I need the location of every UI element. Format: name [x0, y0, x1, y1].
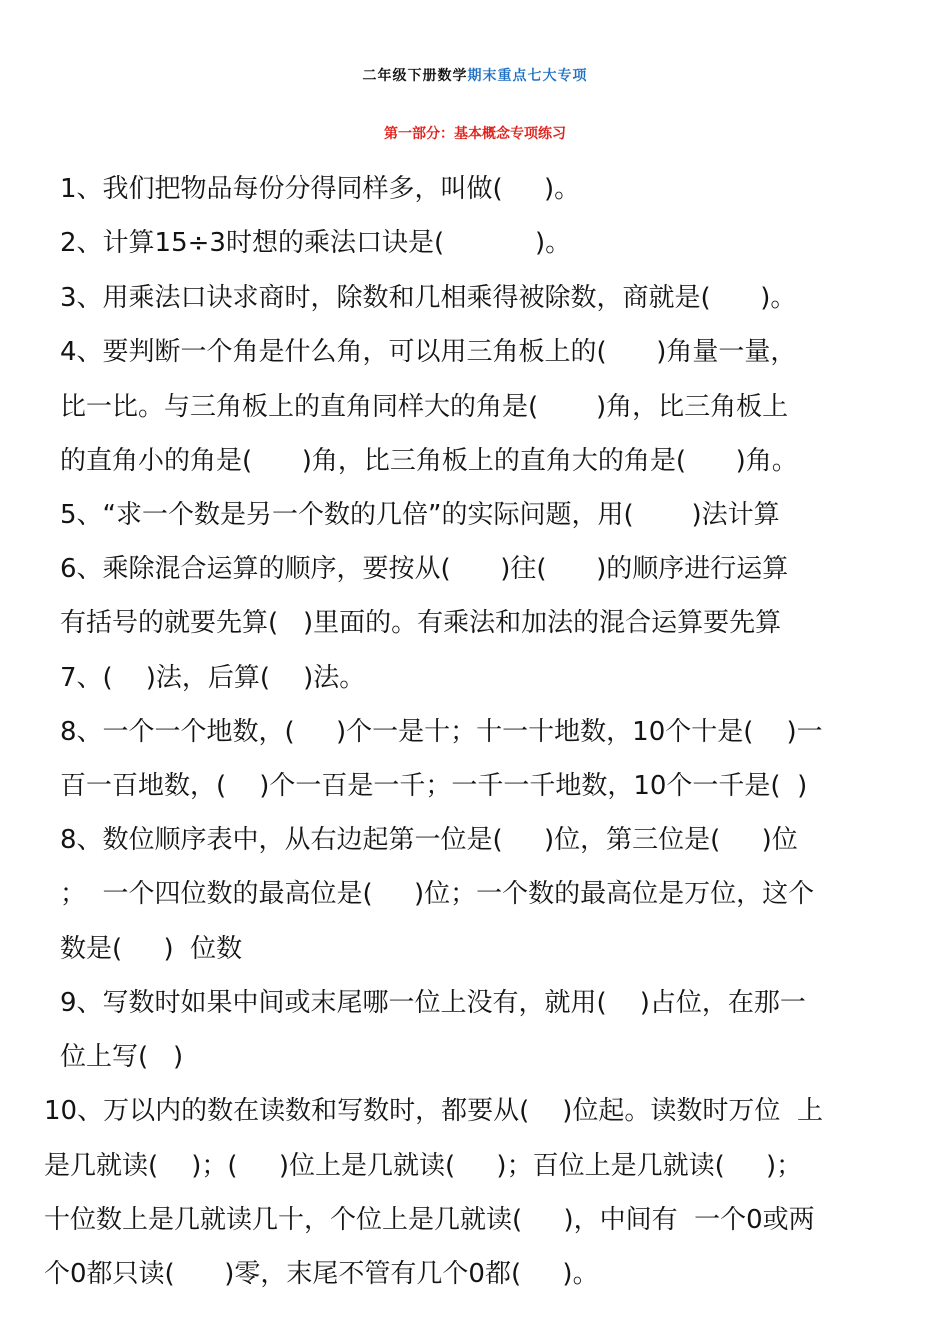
question-line: 4、要判断一个角是什么角，可以用三角板上的( )角量一量， [60, 337, 797, 367]
question-line: 是几就读( )；( )位上是几就读( )；百位上是几就读( )； [44, 1151, 803, 1181]
question-line: 的直角小的角是( )角，比三角板上的直角大的角是( )角。 [60, 446, 798, 476]
section-subtitle: 第一部分：基本概念专项练习 [384, 126, 566, 142]
question-line: 2、计算15÷3时想的乘法口诀是( )。 [60, 228, 572, 258]
question-line: ； 一个四位数的最高位是( )位；一个数的最高位是万位，这个 [60, 879, 815, 909]
question-line: 十位数上是几就读几十，个位上是几就读( )，中间有 一个0或两 [44, 1205, 815, 1235]
question-line: 比一比。与三角板上的直角同样大的角是( )角，比三角板上 [60, 392, 789, 422]
question-line: 10、万以内的数在读数和写数时，都要从( )位起。读数时万位 上 [44, 1096, 823, 1126]
question-line: 1、我们把物品每份分得同样多，叫做( )。 [60, 174, 581, 204]
question-line: 3、用乘法口诀求商时，除数和几相乘得被除数，商就是( )。 [60, 283, 797, 313]
title-part-blue: 期末重点七大专项 [467, 68, 588, 84]
question-line: 位上写( ) [60, 1042, 184, 1072]
question-line: 个0都只读( )零，末尾不管有几个0都( )。 [44, 1259, 599, 1289]
question-line: 5、“求一个数是另一个数的几倍”的实际问题，用( )法计算 [60, 500, 780, 530]
question-line: 数是( ) 位数 [60, 934, 243, 964]
question-line: 9、写数时如果中间或末尾哪一位上没有，就用( )占位，在那一 [60, 988, 806, 1018]
question-line: 有括号的就要先算( )里面的。有乘法和加法的混合运算要先算 [60, 608, 782, 638]
title-part-black: 二年级下册数学 [362, 68, 468, 84]
question-line: 6、乘除混合运算的顺序，要按从( )往( )的顺序进行运算 [60, 554, 789, 584]
question-line: 8、一个一个地数，( )个一是十；十一十地数，10个十是( )一 [60, 717, 823, 747]
page-title [0, 48, 950, 104]
question-line: 百一百地数，( )个一百是一千；一千一千地数，10个一千是( ) [60, 771, 808, 801]
question-line: 8、数位顺序表中，从右边起第一位是( )位，第三位是( )位 [60, 825, 798, 855]
question-line: 7、( )法，后算( )法。 [60, 663, 366, 693]
